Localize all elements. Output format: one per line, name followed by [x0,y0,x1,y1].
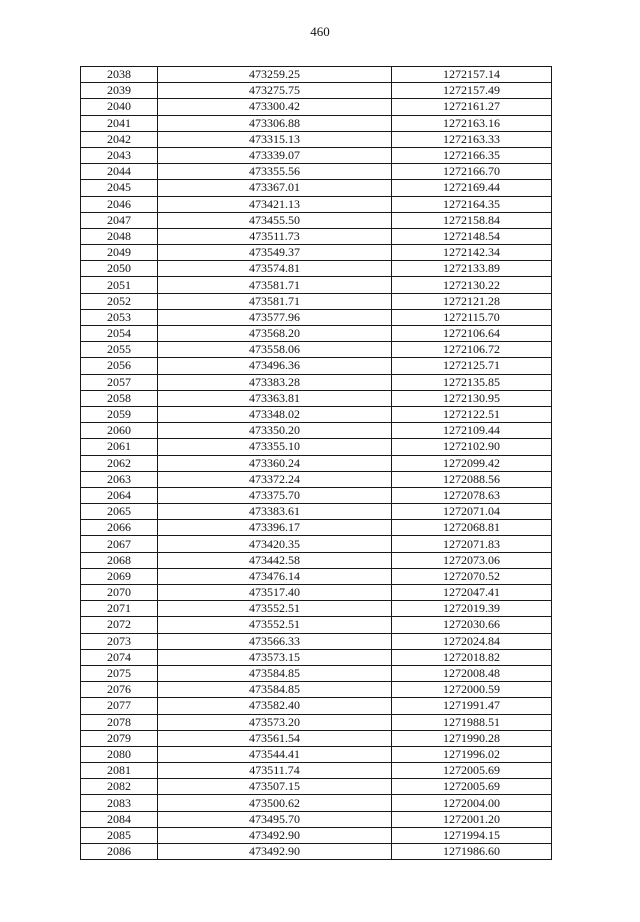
y-coordinate-cell: 1272169.44 [392,180,552,196]
table-row [81,827,552,843]
x-coordinate-cell: 473581.71 [158,293,392,309]
point-number-cell: 2083 [81,795,158,811]
x-coordinate-cell: 473549.37 [158,245,392,261]
x-coordinate-cell: 473495.70 [158,811,392,827]
y-coordinate-cell: 1272000.59 [392,682,552,698]
point-number-cell: 2044 [81,164,158,180]
table-row [81,115,552,131]
table-row [81,730,552,746]
y-coordinate-cell: 1272121.28 [392,293,552,309]
y-coordinate-cell: 1272102.90 [392,439,552,455]
point-number-cell: 2039 [81,83,158,99]
table-row [81,164,552,180]
table-row [81,811,552,827]
table-row [81,714,552,730]
x-coordinate-cell: 473577.96 [158,309,392,325]
table-row [81,293,552,309]
table-row [81,180,552,196]
y-coordinate-cell: 1272109.44 [392,423,552,439]
y-coordinate-cell: 1272008.48 [392,665,552,681]
x-coordinate-cell: 473584.85 [158,682,392,698]
y-coordinate-cell: 1272166.70 [392,164,552,180]
table-row [81,131,552,147]
point-number-cell: 2056 [81,358,158,374]
x-coordinate-cell: 473372.24 [158,471,392,487]
table-row [81,245,552,261]
point-number-cell: 2038 [81,67,158,83]
y-coordinate-cell: 1272135.85 [392,374,552,390]
point-number-cell: 2078 [81,714,158,730]
table-row [81,682,552,698]
y-coordinate-cell: 1272004.00 [392,795,552,811]
point-number-cell: 2045 [81,180,158,196]
point-number-cell: 2065 [81,504,158,520]
table-row [81,455,552,471]
point-number-cell: 2074 [81,649,158,665]
y-coordinate-cell: 1272068.81 [392,520,552,536]
y-coordinate-cell: 1271996.02 [392,746,552,762]
coordinate-table-body [81,67,552,860]
table-row [81,746,552,762]
table-row [81,374,552,390]
point-number-cell: 2047 [81,212,158,228]
y-coordinate-cell: 1272019.39 [392,601,552,617]
table-row [81,552,552,568]
y-coordinate-cell: 1272099.42 [392,455,552,471]
x-coordinate-cell: 473350.20 [158,423,392,439]
y-coordinate-cell: 1272047.41 [392,585,552,601]
x-coordinate-cell: 473396.17 [158,520,392,536]
x-coordinate-cell: 473500.62 [158,795,392,811]
x-coordinate-cell: 473360.24 [158,455,392,471]
point-number-cell: 2073 [81,633,158,649]
x-coordinate-cell: 473574.81 [158,261,392,277]
x-coordinate-cell: 473367.01 [158,180,392,196]
x-coordinate-cell: 473496.36 [158,358,392,374]
x-coordinate-cell: 473363.81 [158,390,392,406]
table-row [81,568,552,584]
table-row [81,665,552,681]
point-number-cell: 2081 [81,763,158,779]
point-number-cell: 2080 [81,746,158,762]
point-number-cell: 2062 [81,455,158,471]
x-coordinate-cell: 473582.40 [158,698,392,714]
table-row [81,99,552,115]
point-number-cell: 2042 [81,131,158,147]
x-coordinate-cell: 473375.70 [158,487,392,503]
y-coordinate-cell: 1272005.69 [392,779,552,795]
y-coordinate-cell: 1272148.54 [392,228,552,244]
point-number-cell: 2051 [81,277,158,293]
table-row [81,423,552,439]
x-coordinate-cell: 473552.51 [158,617,392,633]
table-row [81,326,552,342]
y-coordinate-cell: 1272115.70 [392,309,552,325]
y-coordinate-cell: 1272001.20 [392,811,552,827]
point-number-cell: 2057 [81,374,158,390]
table-row [81,520,552,536]
y-coordinate-cell: 1272163.33 [392,131,552,147]
x-coordinate-cell: 473420.35 [158,536,392,552]
y-coordinate-cell: 1272005.69 [392,763,552,779]
y-coordinate-cell: 1271994.15 [392,827,552,843]
point-number-cell: 2079 [81,730,158,746]
y-coordinate-cell: 1272157.14 [392,67,552,83]
x-coordinate-cell: 473492.90 [158,827,392,843]
point-number-cell: 2041 [81,115,158,131]
table-row [81,309,552,325]
table-row [81,147,552,163]
y-coordinate-cell: 1272071.83 [392,536,552,552]
page-number: 460 [310,24,330,39]
table-row [81,261,552,277]
table-row [81,633,552,649]
y-coordinate-cell: 1272130.22 [392,277,552,293]
point-number-cell: 2064 [81,487,158,503]
x-coordinate-cell: 473476.14 [158,568,392,584]
point-number-cell: 2068 [81,552,158,568]
y-coordinate-cell: 1272164.35 [392,196,552,212]
point-number-cell: 2067 [81,536,158,552]
x-coordinate-cell: 473300.42 [158,99,392,115]
y-coordinate-cell: 1272106.64 [392,326,552,342]
x-coordinate-cell: 473421.13 [158,196,392,212]
y-coordinate-cell: 1272166.35 [392,147,552,163]
table-row [81,390,552,406]
point-number-cell: 2072 [81,617,158,633]
y-coordinate-cell: 1271990.28 [392,730,552,746]
y-coordinate-cell: 1272125.71 [392,358,552,374]
x-coordinate-cell: 473275.75 [158,83,392,99]
table-row [81,536,552,552]
point-number-cell: 2061 [81,439,158,455]
table-row [81,342,552,358]
x-coordinate-cell: 473511.74 [158,763,392,779]
x-coordinate-cell: 473348.02 [158,406,392,422]
table-row [81,779,552,795]
point-number-cell: 2071 [81,601,158,617]
y-coordinate-cell: 1271991.47 [392,698,552,714]
x-coordinate-cell: 473383.61 [158,504,392,520]
x-coordinate-cell: 473455.50 [158,212,392,228]
point-number-cell: 2055 [81,342,158,358]
point-number-cell: 2059 [81,406,158,422]
point-number-cell: 2082 [81,779,158,795]
y-coordinate-cell: 1272073.06 [392,552,552,568]
x-coordinate-cell: 473573.20 [158,714,392,730]
x-coordinate-cell: 473507.15 [158,779,392,795]
point-number-cell: 2077 [81,698,158,714]
y-coordinate-cell: 1272070.52 [392,568,552,584]
table-row [81,585,552,601]
table-row [81,487,552,503]
table-row [81,763,552,779]
table-row [81,67,552,83]
point-number-cell: 2050 [81,261,158,277]
point-number-cell: 2046 [81,196,158,212]
point-number-cell: 2063 [81,471,158,487]
table-row [81,698,552,714]
coordinate-table [80,66,552,860]
point-number-cell: 2048 [81,228,158,244]
table-row [81,358,552,374]
y-coordinate-cell: 1272157.49 [392,83,552,99]
y-coordinate-cell: 1271986.60 [392,844,552,860]
y-coordinate-cell: 1272122.51 [392,406,552,422]
x-coordinate-cell: 473581.71 [158,277,392,293]
y-coordinate-cell: 1272142.34 [392,245,552,261]
x-coordinate-cell: 473259.25 [158,67,392,83]
point-number-cell: 2043 [81,147,158,163]
x-coordinate-cell: 473566.33 [158,633,392,649]
table-row [81,406,552,422]
table-row [81,228,552,244]
table-row [81,83,552,99]
x-coordinate-cell: 473561.54 [158,730,392,746]
table-row [81,471,552,487]
y-coordinate-cell: 1272161.27 [392,99,552,115]
y-coordinate-cell: 1272018.82 [392,649,552,665]
x-coordinate-cell: 473552.51 [158,601,392,617]
point-number-cell: 2040 [81,99,158,115]
x-coordinate-cell: 473306.88 [158,115,392,131]
point-number-cell: 2069 [81,568,158,584]
point-number-cell: 2058 [81,390,158,406]
x-coordinate-cell: 473573.15 [158,649,392,665]
table-row [81,277,552,293]
x-coordinate-cell: 473517.40 [158,585,392,601]
table-row [81,617,552,633]
table-row [81,601,552,617]
y-coordinate-cell: 1271988.51 [392,714,552,730]
y-coordinate-cell: 1272024.84 [392,633,552,649]
x-coordinate-cell: 473544.41 [158,746,392,762]
y-coordinate-cell: 1272130.95 [392,390,552,406]
x-coordinate-cell: 473355.10 [158,439,392,455]
table-row [81,196,552,212]
x-coordinate-cell: 473558.06 [158,342,392,358]
point-number-cell: 2084 [81,811,158,827]
x-coordinate-cell: 473442.58 [158,552,392,568]
table-row [81,649,552,665]
point-number-cell: 2075 [81,665,158,681]
y-coordinate-cell: 1272163.16 [392,115,552,131]
point-number-cell: 2085 [81,827,158,843]
point-number-cell: 2086 [81,844,158,860]
table-row [81,439,552,455]
x-coordinate-cell: 473355.56 [158,164,392,180]
table-row [81,504,552,520]
x-coordinate-cell: 473511.73 [158,228,392,244]
y-coordinate-cell: 1272158.84 [392,212,552,228]
x-coordinate-cell: 473383.28 [158,374,392,390]
point-number-cell: 2054 [81,326,158,342]
y-coordinate-cell: 1272106.72 [392,342,552,358]
table-row [81,795,552,811]
x-coordinate-cell: 473315.13 [158,131,392,147]
x-coordinate-cell: 473584.85 [158,665,392,681]
point-number-cell: 2070 [81,585,158,601]
table-row [81,844,552,860]
table-row [81,212,552,228]
point-number-cell: 2066 [81,520,158,536]
x-coordinate-cell: 473568.20 [158,326,392,342]
y-coordinate-cell: 1272088.56 [392,471,552,487]
point-number-cell: 2053 [81,309,158,325]
point-number-cell: 2076 [81,682,158,698]
x-coordinate-cell: 473339.07 [158,147,392,163]
y-coordinate-cell: 1272133.89 [392,261,552,277]
point-number-cell: 2049 [81,245,158,261]
point-number-cell: 2052 [81,293,158,309]
y-coordinate-cell: 1272030.66 [392,617,552,633]
x-coordinate-cell: 473492.90 [158,844,392,860]
point-number-cell: 2060 [81,423,158,439]
y-coordinate-cell: 1272071.04 [392,504,552,520]
y-coordinate-cell: 1272078.63 [392,487,552,503]
